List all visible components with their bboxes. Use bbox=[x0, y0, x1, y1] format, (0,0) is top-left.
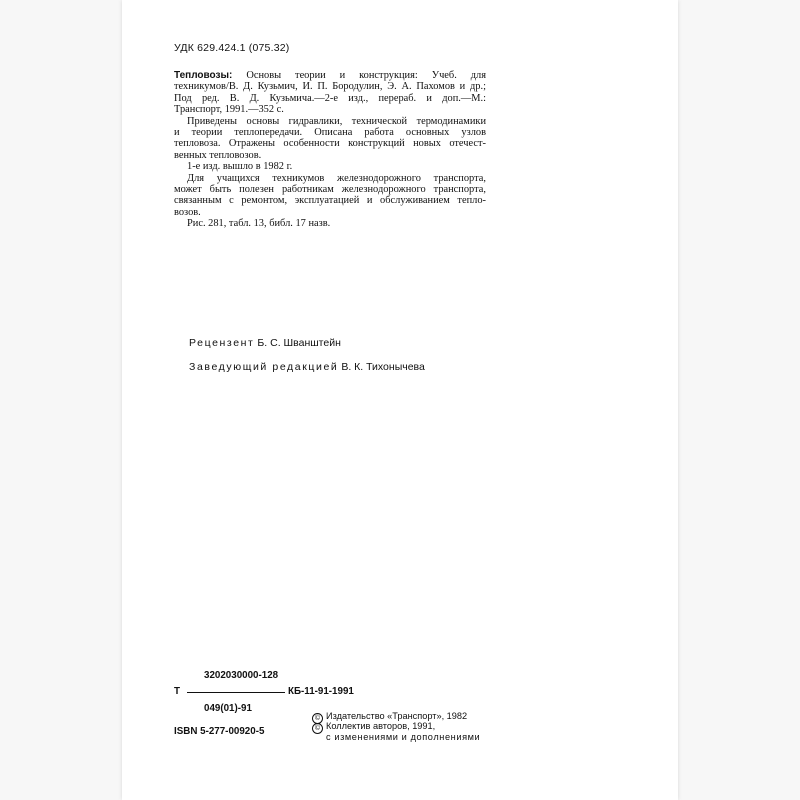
annotation-block bbox=[174, 70, 486, 230]
isbn-number: ISBN 5-277-00920-5 bbox=[174, 726, 265, 737]
illustration-stats: Рис. 281, табл. 13, библ. 17 назв. bbox=[187, 218, 331, 230]
copyright-icon: © bbox=[312, 723, 323, 734]
editor-name: В. К. Тихонычева bbox=[341, 361, 425, 373]
annotation-line-4: Транспорт, 1991.—352 с. bbox=[174, 104, 284, 116]
description-line-3: тепловоза. Отражены особенности конструкций новых отечест- bbox=[174, 138, 486, 150]
audience-line-1: Для учащихся техникумов железнодорожного транспорта, bbox=[187, 172, 486, 184]
copyright-line-3: с изменениями и дополнениями bbox=[326, 732, 481, 742]
first-edition-note: 1-е изд. вышло в 1982 г. bbox=[187, 161, 293, 173]
reviewer-line bbox=[189, 337, 341, 349]
reviewer-label: Рецензент bbox=[189, 337, 255, 349]
annotation-line-1 bbox=[174, 70, 486, 81]
editor-line bbox=[189, 361, 425, 373]
copyright-line-2-text: Коллектив авторов, 1991, bbox=[326, 721, 436, 731]
book-page bbox=[122, 0, 678, 800]
reviewer-name: Б. С. Шванштейн bbox=[257, 337, 341, 349]
catalog-code-kb: КБ-11-91-1991 bbox=[288, 686, 354, 697]
annotation-title: Тепловозы: bbox=[174, 70, 233, 81]
audience-line-2: может быть полезен работникам железнодорожного транспорта, bbox=[174, 184, 486, 196]
catalog-code-top: 3202030000-128 bbox=[204, 670, 279, 681]
description-line-4: венных тепловозов. bbox=[174, 149, 262, 161]
annotation-line-2: техникумов/В. Д. Кузьмич, И. П. Бородулин, Э. А. Пахомов и др.; bbox=[174, 81, 486, 93]
catalog-code-bottom: 049(01)-91 bbox=[204, 703, 252, 714]
udk-code: УДК 629.424.1 (075.32) bbox=[174, 42, 290, 54]
fraction-rule bbox=[187, 692, 285, 693]
copyright-icon: © bbox=[312, 713, 323, 724]
copyright-line-1-text: Издательство «Транспорт», 1982 bbox=[326, 711, 468, 721]
description-line-1: Приведены основы гидравлики, технической термодинамики bbox=[187, 115, 486, 127]
editor-label: Заведующий редакцией bbox=[189, 361, 339, 373]
catalog-code-letter: Т bbox=[174, 686, 180, 697]
description-line-2: и теории теплопередачи. Описана работа основных узлов bbox=[174, 127, 486, 139]
audience-line-4: возов. bbox=[174, 206, 201, 218]
annotation-line-3: Под ред. В. Д. Кузьмича.—2-е изд., перераб. и доп.—М.: bbox=[174, 92, 486, 104]
audience-line-3: связанным с ремонтом, эксплуатацией и обслуживанием тепло- bbox=[174, 195, 486, 207]
annotation-line-1-text: Основы теории и конструкция: Учеб. для bbox=[246, 70, 486, 81]
